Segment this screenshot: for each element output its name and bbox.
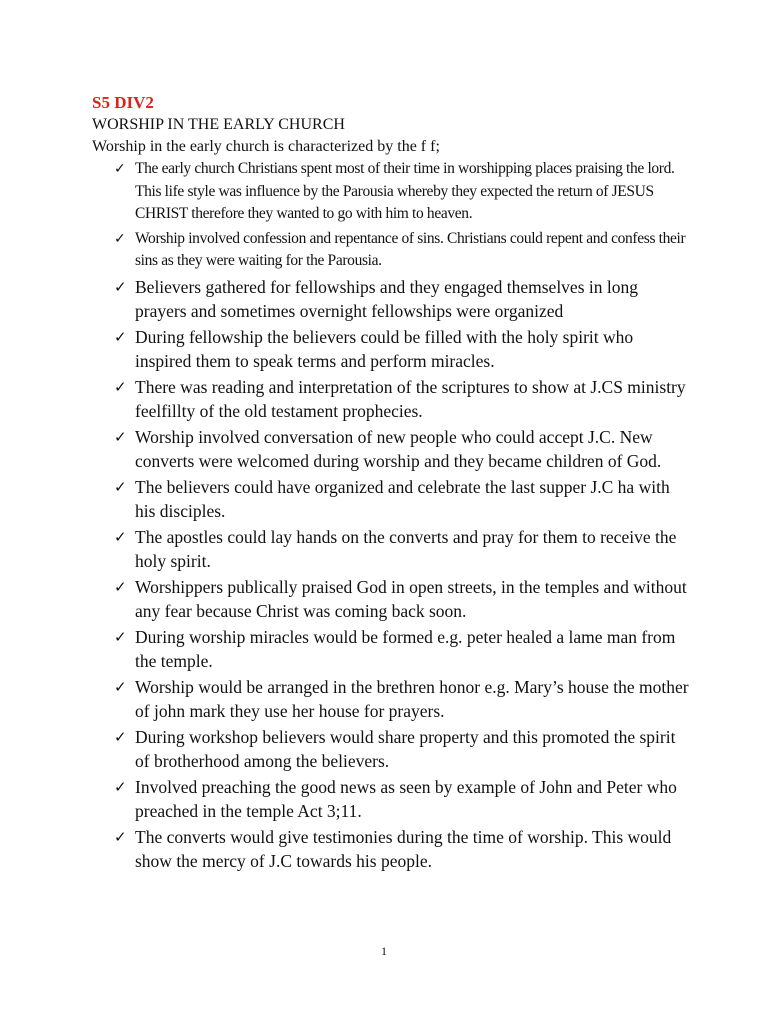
checkmark-icon: ✓ xyxy=(114,277,127,296)
checkmark-icon: ✓ xyxy=(114,627,127,646)
checkmark-icon: ✓ xyxy=(114,527,127,546)
list-item xyxy=(92,275,692,323)
list-item xyxy=(92,425,692,473)
checkmark-icon: ✓ xyxy=(114,377,127,396)
list-item-text: The believers could have organized and celebrate the last supper J.C ha with his disciples. xyxy=(135,476,670,521)
list-item-text: Worship involved conversation of new people who could accept J.C. New converts were welcomed during worship and they became children of God. xyxy=(135,426,662,471)
checkmark-icon: ✓ xyxy=(114,777,127,796)
checkmark-icon: ✓ xyxy=(114,427,127,446)
checkmark-icon: ✓ xyxy=(114,677,127,696)
intro-line: Worship in the early church is characterized by the f f; xyxy=(92,138,440,155)
list-item-text: During workshop believers would share property and this promoted the spirit of brotherhood among the believers. xyxy=(135,726,676,771)
page-number: 1 xyxy=(381,944,387,958)
list-item xyxy=(92,775,692,823)
section-heading: WORSHIP IN THE EARLY CHURCH xyxy=(92,116,345,133)
list-item xyxy=(92,625,692,673)
list-item xyxy=(92,525,692,573)
list-item-text: The early church Christians spent most of their time in worshipping places praising the lord. This life style was influence by the Parousia whereby they expected the return of JESUS CHRIST therefore they wanted to go with him to heaven. xyxy=(135,160,675,222)
checkmark-icon: ✓ xyxy=(114,827,127,846)
document-content xyxy=(92,92,692,875)
list-item-text: During worship miracles would be formed e.g. peter healed a lame man from the temple. xyxy=(135,626,676,671)
checklist xyxy=(92,158,692,873)
list-item-text: Worship involved confession and repentance of sins. Christians could repent and confess their sins as they were waiting for the Parousia. xyxy=(135,229,686,269)
list-item xyxy=(92,375,692,423)
checkmark-icon: ✓ xyxy=(114,327,127,346)
list-item xyxy=(92,825,692,873)
list-item xyxy=(92,325,692,373)
list-item-text: Involved preaching the good news as seen by example of John and Peter who preached in the temple Act 3;11. xyxy=(135,776,677,821)
list-item-text: Worship would be arranged in the brethren honor e.g. Mary’s house the mother of john mark they use her house for prayers. xyxy=(135,676,689,721)
list-item-text: There was reading and interpretation of the scriptures to show at J.CS ministry feelfillty of the old testament prophecies. xyxy=(135,376,686,421)
list-item xyxy=(92,228,692,273)
checkmark-icon: ✓ xyxy=(114,161,126,177)
list-item-text: The apostles could lay hands on the converts and pray for them to receive the holy spirit. xyxy=(135,526,677,571)
document-title: S5 DIV2 xyxy=(92,93,154,112)
checkmark-icon: ✓ xyxy=(114,477,127,496)
list-item xyxy=(92,575,692,623)
list-item-text: The converts would give testimonies during the time of worship. This would show the mercy of J.C towards his people. xyxy=(135,826,672,871)
list-item xyxy=(92,675,692,723)
checkmark-icon: ✓ xyxy=(114,230,126,247)
checkmark-icon: ✓ xyxy=(114,727,127,746)
list-item-text: During fellowship the believers could be filled with the holy spirit who inspired them to speak terms and perform miracles. xyxy=(135,326,634,371)
list-item-text: Believers gathered for fellowships and they engaged themselves in long prayers and sometimes overnight fellowships were organized xyxy=(135,276,638,321)
list-item xyxy=(92,725,692,773)
list-item-text: Worshippers publically praised God in open streets, in the temples and without any fear because Christ was coming back soon. xyxy=(135,576,687,621)
list-item xyxy=(92,475,692,523)
list-item xyxy=(92,158,692,226)
checkmark-icon: ✓ xyxy=(114,577,127,596)
